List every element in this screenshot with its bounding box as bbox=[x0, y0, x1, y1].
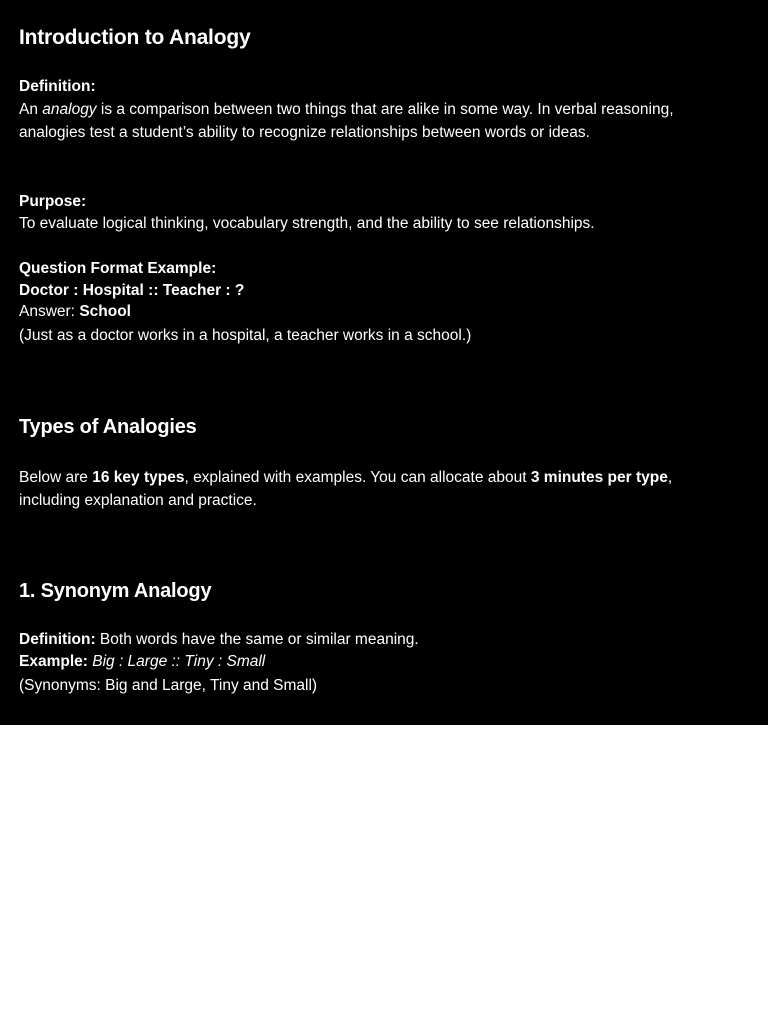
purpose-label: Purpose: bbox=[19, 193, 87, 210]
synonym-example-text: Big : Large :: Tiny : Small bbox=[92, 653, 266, 670]
synonym-example-label: Example: bbox=[19, 653, 88, 670]
format-label: Question Format Example: bbox=[19, 260, 217, 277]
synonym-example bbox=[19, 650, 719, 673]
types-time: 3 minutes per type bbox=[530, 469, 668, 486]
definition-term: analogy bbox=[42, 101, 97, 118]
purpose-text: To evaluate logical thinking, vocabulary strength, and the ability to see relationships. bbox=[19, 215, 595, 232]
synonym-definition-text: Both words have the same or similar meaning. bbox=[95, 631, 419, 648]
types-intro bbox=[19, 466, 699, 512]
answer-line bbox=[19, 300, 719, 323]
synonym-definition bbox=[19, 628, 719, 651]
synonym-title: 1. Synonym Analogy bbox=[19, 580, 212, 602]
types-intro-pre: Below are bbox=[19, 469, 93, 486]
definition-post: is a comparison between two things that are alike in some way. In verbal reasoning, analogies test a student’s ability to recognize relationships between words or ideas. bbox=[19, 101, 674, 141]
synonym-definition-label: Definition: bbox=[19, 631, 96, 648]
answer-label: Answer: bbox=[19, 303, 80, 320]
types-title: Types of Analogies bbox=[19, 416, 197, 438]
types-intro-mid: , explained with examples. You can allocate about bbox=[184, 469, 531, 486]
format-question: Doctor : Hospital :: Teacher : ? bbox=[19, 282, 245, 299]
definition-label: Definition: bbox=[19, 78, 96, 95]
types-intro-post: , including explanation and practice. bbox=[19, 469, 673, 509]
definition-pre: An bbox=[19, 101, 43, 118]
definition-text bbox=[19, 98, 699, 144]
answer-value: School bbox=[79, 303, 131, 320]
types-count: 16 key types bbox=[92, 469, 185, 486]
synonym-note: (Synonyms: Big and Large, Tiny and Small) bbox=[19, 677, 318, 694]
format-explanation: (Just as a doctor works in a hospital, a teacher works in a school.) bbox=[19, 327, 472, 344]
intro-title: Introduction to Analogy bbox=[19, 26, 251, 49]
